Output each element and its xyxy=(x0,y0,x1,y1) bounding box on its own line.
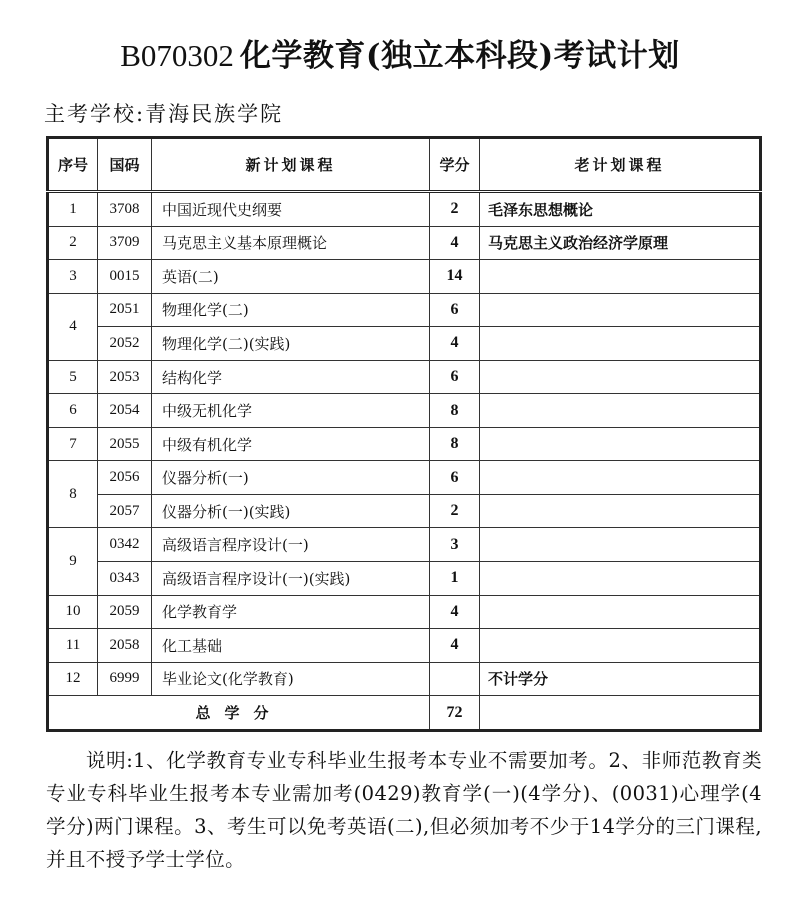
table-row xyxy=(48,629,761,663)
row-code: 2054 xyxy=(98,394,152,428)
row-code: 2058 xyxy=(98,629,152,663)
table-row xyxy=(48,662,761,696)
row-course: 化工基础 xyxy=(152,629,430,663)
row-no: 8 xyxy=(48,461,98,528)
row-course: 中级有机化学 xyxy=(152,427,430,461)
row-no: 10 xyxy=(48,595,98,629)
row-old-course xyxy=(480,562,761,596)
row-no: 5 xyxy=(48,360,98,394)
row-course: 高级语言程序设计(一)(实践) xyxy=(152,562,430,596)
total-row xyxy=(48,696,761,731)
row-old-course xyxy=(480,595,761,629)
row-course: 马克思主义基本原理概论 xyxy=(152,226,430,260)
row-no: 2 xyxy=(48,226,98,260)
notes-paragraph: 说明:1、化学教育专业专科毕业生报考本专业不需要加考。2、非师范教育类专业专科毕业生报考本专业需加考(0429)教育学(一)(4学分)、(0031)心理学(4学分)两门课程。3、考生可以免考英语(二),但必须加考不少于14学分的三门课程,并且不授予学士学位。 xyxy=(46,749,762,871)
row-course: 物理化学(二)(实践) xyxy=(152,327,430,361)
total-empty-cell xyxy=(480,696,761,731)
total-credit: 72 xyxy=(430,696,480,731)
row-course: 结构化学 xyxy=(152,360,430,394)
table-row xyxy=(48,226,761,260)
row-code: 2053 xyxy=(98,360,152,394)
table-row xyxy=(48,595,761,629)
row-old-course: 不计学分 xyxy=(480,662,761,696)
row-course: 物理化学(二) xyxy=(152,293,430,327)
row-credit: 6 xyxy=(430,293,480,327)
row-credit: 4 xyxy=(430,595,480,629)
row-no: 6 xyxy=(48,394,98,428)
table-row xyxy=(48,260,761,294)
row-course: 仪器分析(一) xyxy=(152,461,430,495)
row-credit: 8 xyxy=(430,394,480,428)
row-credit: 14 xyxy=(430,260,480,294)
row-credit: 2 xyxy=(430,192,480,227)
row-code: 0015 xyxy=(98,260,152,294)
row-credit: 4 xyxy=(430,629,480,663)
row-old-course xyxy=(480,293,761,327)
row-course: 高级语言程序设计(一) xyxy=(152,528,430,562)
row-old-course xyxy=(480,494,761,528)
row-old-course: 马克思主义政治经济学原理 xyxy=(480,226,761,260)
row-old-course xyxy=(480,629,761,663)
row-no: 3 xyxy=(48,260,98,294)
row-old-course xyxy=(480,427,761,461)
table-row xyxy=(48,192,761,227)
header-new-course: 新计划课程 xyxy=(152,138,430,192)
major-title: 化学教育(独立本科段)考试计划 xyxy=(239,38,680,74)
row-no: 1 xyxy=(48,192,98,227)
row-code: 2055 xyxy=(98,427,152,461)
exam-plan-table xyxy=(46,136,762,732)
table-row xyxy=(48,562,761,596)
header-code: 国码 xyxy=(98,138,152,192)
row-credit: 6 xyxy=(430,461,480,495)
major-code: B070302 xyxy=(120,38,234,73)
table-row xyxy=(48,427,761,461)
row-code: 2051 xyxy=(98,293,152,327)
row-code: 2057 xyxy=(98,494,152,528)
row-credit: 4 xyxy=(430,226,480,260)
row-credit: 6 xyxy=(430,360,480,394)
total-label: 总学分 xyxy=(48,696,430,731)
row-course: 仪器分析(一)(实践) xyxy=(152,494,430,528)
school-name: 青海民族学院 xyxy=(145,102,284,126)
row-credit: 3 xyxy=(430,528,480,562)
table-row xyxy=(48,360,761,394)
row-credit xyxy=(430,662,480,696)
row-old-course xyxy=(480,461,761,495)
row-course: 英语(二) xyxy=(152,260,430,294)
row-credit: 4 xyxy=(430,327,480,361)
page-title xyxy=(0,30,800,75)
row-old-course xyxy=(480,394,761,428)
row-no: 7 xyxy=(48,427,98,461)
table-row xyxy=(48,461,761,495)
row-no: 11 xyxy=(48,629,98,663)
header-credit: 学分 xyxy=(430,138,480,192)
row-code: 0343 xyxy=(98,562,152,596)
school-line xyxy=(44,98,283,128)
table-row xyxy=(48,494,761,528)
row-course: 中级无机化学 xyxy=(152,394,430,428)
row-code: 2059 xyxy=(98,595,152,629)
row-no: 12 xyxy=(48,662,98,696)
table-header-row xyxy=(48,138,761,192)
table-row xyxy=(48,293,761,327)
row-old-course xyxy=(480,528,761,562)
row-old-course xyxy=(480,327,761,361)
table-row xyxy=(48,528,761,562)
row-course: 化学教育学 xyxy=(152,595,430,629)
row-code: 2052 xyxy=(98,327,152,361)
row-course: 毕业论文(化学教育) xyxy=(152,662,430,696)
row-code: 0342 xyxy=(98,528,152,562)
row-no: 4 xyxy=(48,293,98,360)
row-old-course xyxy=(480,360,761,394)
row-old-course xyxy=(480,260,761,294)
row-code: 3709 xyxy=(98,226,152,260)
header-no: 序号 xyxy=(48,138,98,192)
school-label: 主考学校: xyxy=(44,102,146,126)
row-course: 中国近现代史纲要 xyxy=(152,192,430,227)
row-credit: 8 xyxy=(430,427,480,461)
row-old-course: 毛泽东思想概论 xyxy=(480,192,761,227)
header-old-course: 老计划课程 xyxy=(480,138,761,192)
row-no: 9 xyxy=(48,528,98,595)
table-row xyxy=(48,394,761,428)
row-credit: 2 xyxy=(430,494,480,528)
table-row xyxy=(48,327,761,361)
row-code: 2056 xyxy=(98,461,152,495)
row-code: 6999 xyxy=(98,662,152,696)
row-code: 3708 xyxy=(98,192,152,227)
row-credit: 1 xyxy=(430,562,480,596)
